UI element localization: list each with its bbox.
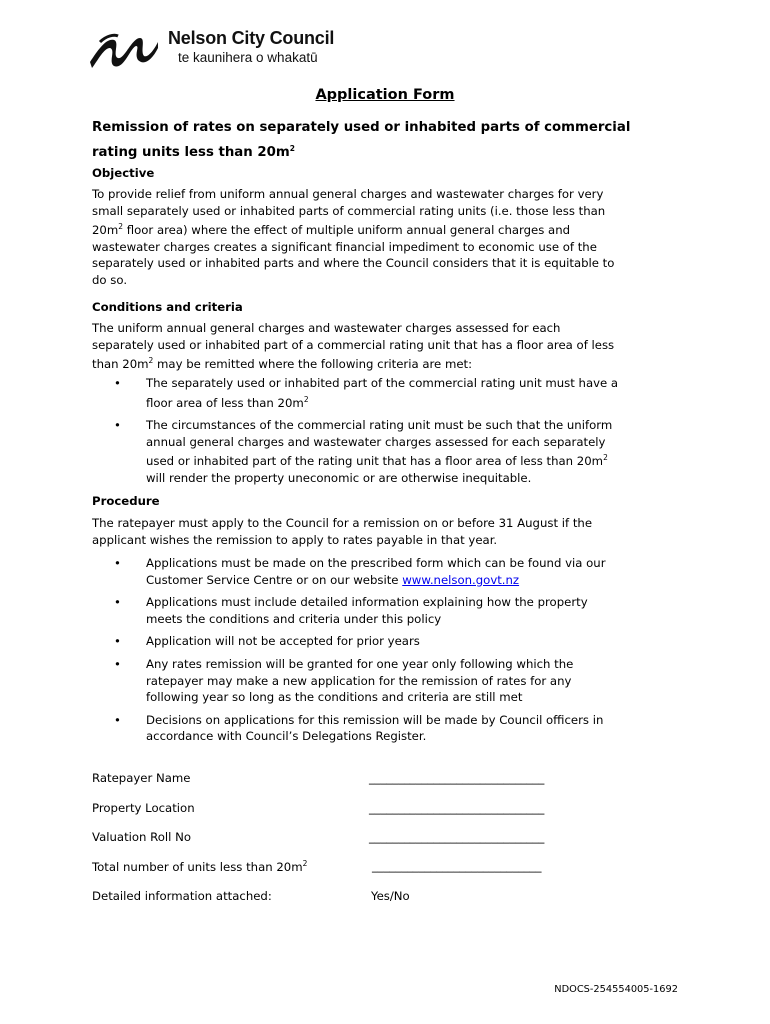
form-title: Application Form (315, 87, 455, 103)
units-label: Total number of units less than $20m^2$ (92, 859, 308, 874)
list-item: • Applications must include detailed information explaining how the property meets the conditions and criteria under this policy (114, 595, 588, 626)
conditions-heading: Conditions and criteria (92, 300, 243, 314)
bullet-icon: • (114, 656, 121, 671)
procedure-heading: Procedure (92, 494, 160, 508)
property-location-label: Property Location (92, 801, 195, 815)
procedure-text: The ratepayer must apply to the Council for a remission on or before 31 August if the applicant wishes the remission to apply to rates payable in that year. (92, 516, 593, 547)
list-item: • Decisions on applications for this remission will be made by Council officers in accordance with Council’s Delegations Register. (114, 712, 604, 744)
list-item: • The separately used or inhabited part of the commercial rating unit must have a floor area of less than $20m^2$ (114, 376, 619, 410)
logo-subtitle: te kaunihera o whakatū (178, 50, 318, 65)
website-link[interactable]: www.nelson.govt.nz (402, 572, 520, 587)
procedure-list (92, 555, 682, 751)
nelson-logo-mark-icon (88, 32, 160, 72)
objective-heading: Objective (92, 166, 155, 180)
logo-title: Nelson City Council (168, 28, 335, 48)
council-logo (88, 28, 348, 74)
list-item: • Applications must be made on the prescribed form which can be found via our Customer Service Centre or on our website www.nelson.govt.nz (114, 556, 606, 587)
list-item: • Any rates remission will be granted for one year only following which the ratepayer may make a new application for the remission of rates for any following year so long as the conditions and criteria are still met (114, 656, 574, 705)
objective-text: To provide relief from uniform annual general charges and wastewater charges for very small separately used or inhabited parts of commercial rating units (i.e. those less than $20m^2$ floor area) where the effect of multiple uniform annual general charges and wastewater charges creates a significant financial impediment to economic use of the separately used or inhabited parts and where the Council considers that it is equitable to do so. (92, 187, 615, 287)
bullet-icon: • (114, 556, 121, 570)
conditions-list (92, 375, 682, 493)
heading-line-1: Remission of rates on separately used or inhabited parts of commercial (92, 120, 631, 135)
valuation-roll-field[interactable]: ______________________________ (369, 830, 545, 844)
ratepayer-name-field[interactable]: ______________________________ (369, 771, 545, 785)
property-location-field[interactable]: ______________________________ (369, 801, 545, 815)
bullet-icon: • (114, 595, 121, 610)
conditions-text: The uniform annual general charges and wastewater charges assessed for each separately used or inhabited part of a commercial rating unit that has a floor area of less than $20m^2$ may be remitted where the following criteria are met: (92, 321, 615, 372)
bullet-icon: • (114, 712, 121, 727)
yes-no-field[interactable]: Yes/No (371, 889, 410, 903)
document-heading (92, 117, 692, 163)
bullet-icon: • (114, 418, 121, 433)
ratepayer-name-label: Ratepayer Name (92, 771, 191, 785)
bullet-icon: • (114, 376, 121, 390)
heading-line-2: rating units less than $20m^2$ (92, 144, 295, 160)
detailed-info-label: Detailed information attached: (92, 889, 272, 903)
bullet-icon: • (114, 634, 121, 649)
document-reference: NDOCS-254554005-1692 (554, 984, 678, 995)
list-item: • Application will not be accepted for prior years (114, 634, 420, 649)
valuation-roll-label: Valuation Roll No (92, 830, 192, 844)
units-field[interactable]: _____________________________ (372, 859, 542, 873)
list-item: • The circumstances of the commercial rating unit must be such that the uniform annual general charges and wastewater charges assessed for each separately used or inhabited part of the rating unit that has a floor area of less than $20m^2$ will render the property uneconomic or are otherwise inequitable. (114, 418, 613, 485)
